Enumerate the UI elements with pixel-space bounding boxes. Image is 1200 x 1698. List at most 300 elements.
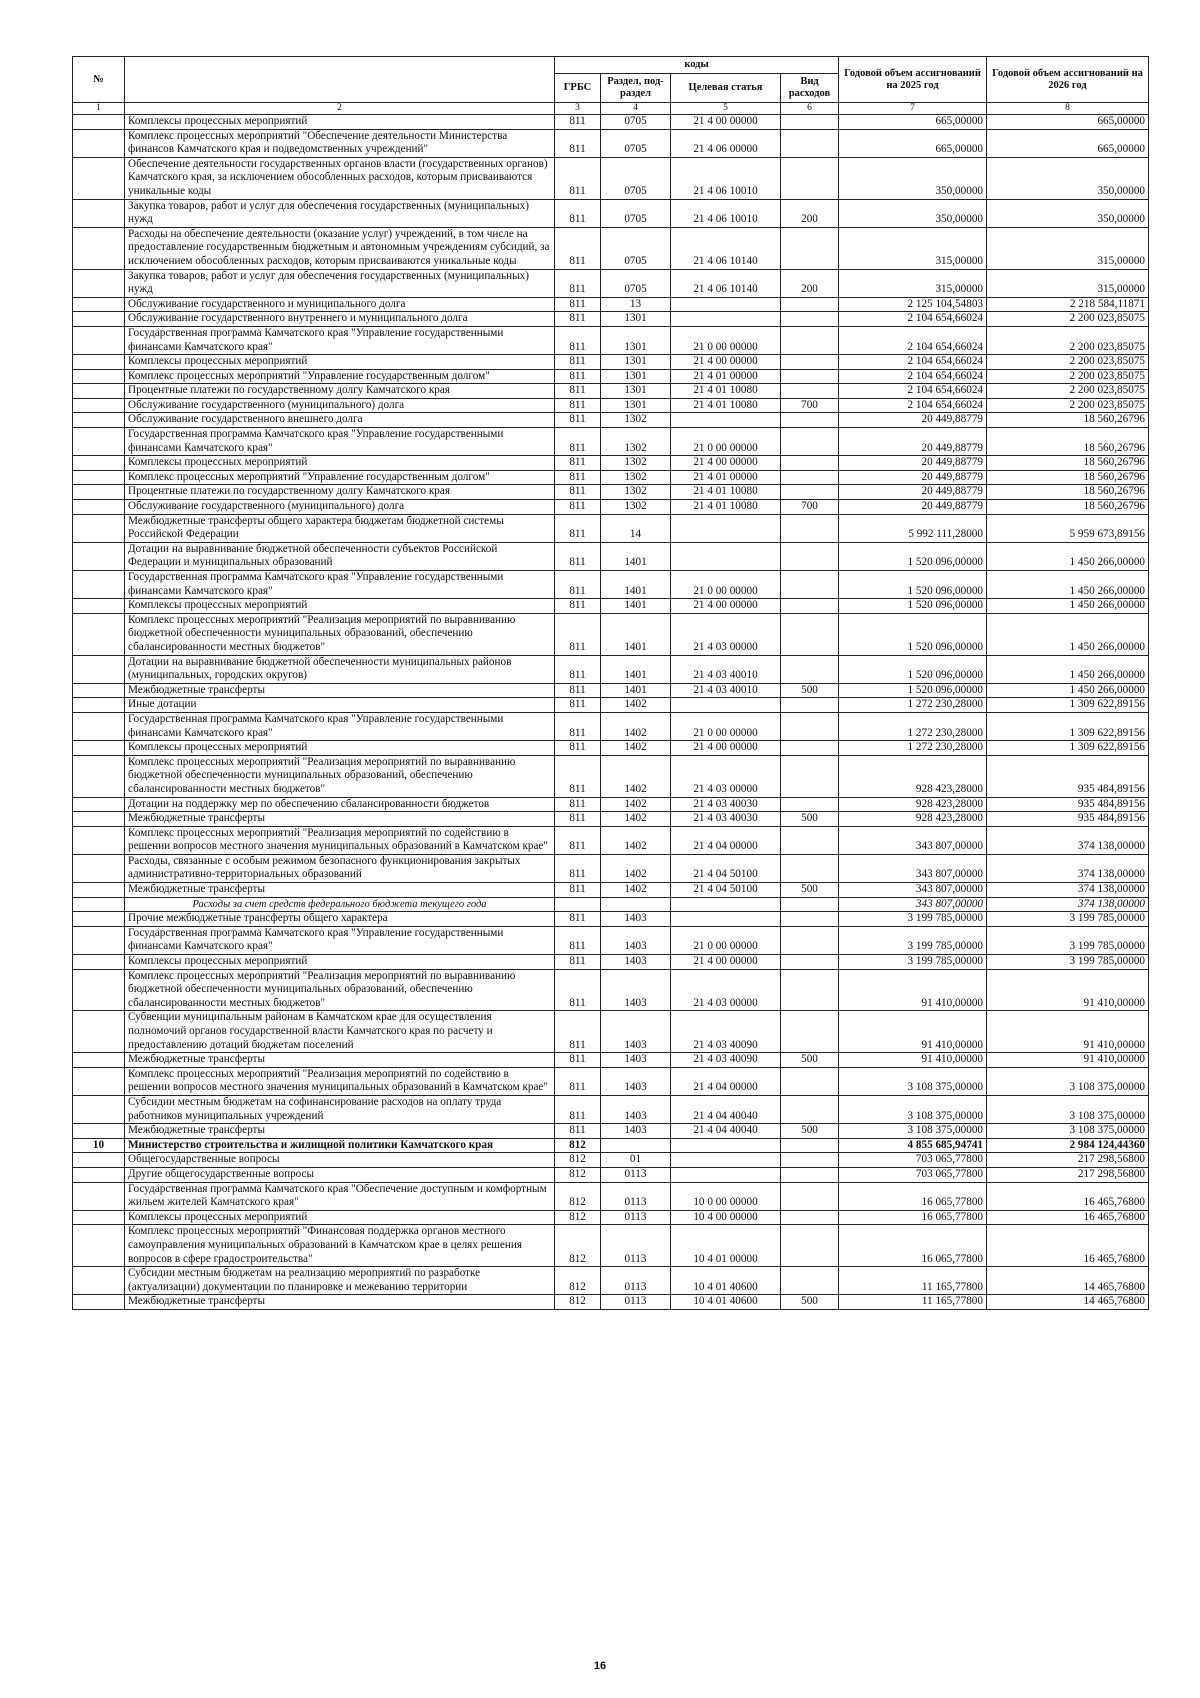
table-row — [73, 1167, 1149, 1182]
row-number-cell — [73, 227, 125, 269]
row-grbs-cell: 812 — [555, 1210, 601, 1225]
row-amount-2025-cell: 91 410,00000 — [839, 969, 987, 1011]
row-target-cell: 21 4 00 00000 — [671, 456, 781, 471]
row-name-cell: Государственная программа Камчатского края "Управление государственными финансами Камчатского края" — [125, 571, 555, 599]
row-amount-2025-cell: 20 449,88779 — [839, 500, 987, 515]
row-expense-type-cell: 200 — [781, 199, 839, 227]
row-amount-2026-cell: 665,00000 — [987, 129, 1149, 157]
row-razdel-cell: 0113 — [601, 1225, 671, 1267]
row-amount-2026-cell: 3 108 375,00000 — [987, 1067, 1149, 1095]
row-number-cell — [73, 355, 125, 370]
row-grbs-cell: 811 — [555, 571, 601, 599]
row-razdel-cell: 1402 — [601, 826, 671, 854]
row-amount-2025-cell: 2 104 654,66024 — [839, 369, 987, 384]
row-razdel-cell: 1401 — [601, 542, 671, 570]
row-target-cell: 10 4 01 40600 — [671, 1267, 781, 1295]
row-amount-2026-cell: 1 450 266,00000 — [987, 655, 1149, 683]
row-grbs-cell: 811 — [555, 297, 601, 312]
row-expense-type-cell — [781, 227, 839, 269]
colnum: 3 — [555, 103, 601, 115]
row-name-cell: Государственная программа Камчатского края "Управление государственными финансами Камчатского края" — [125, 428, 555, 456]
row-amount-2026-cell: 2 200 023,85075 — [987, 355, 1149, 370]
row-expense-type-cell — [781, 797, 839, 812]
row-number-cell — [73, 826, 125, 854]
row-number-cell — [73, 428, 125, 456]
row-number-cell — [73, 1067, 125, 1095]
row-name-cell: Межбюджетные трансферты — [125, 883, 555, 898]
row-amount-2025-cell: 928 423,28000 — [839, 797, 987, 812]
row-grbs-cell: 811 — [555, 470, 601, 485]
table-row — [73, 571, 1149, 599]
row-razdel-cell: 1403 — [601, 1011, 671, 1053]
row-expense-type-cell — [781, 115, 839, 130]
row-amount-2026-cell: 91 410,00000 — [987, 969, 1149, 1011]
row-grbs-cell: 811 — [555, 398, 601, 413]
row-expense-type-cell — [781, 129, 839, 157]
table-body — [73, 115, 1149, 1310]
table-row — [73, 912, 1149, 927]
row-amount-2026-cell: 2 200 023,85075 — [987, 398, 1149, 413]
row-number-cell — [73, 955, 125, 970]
row-target-cell: 21 4 00 00000 — [671, 955, 781, 970]
row-expense-type-cell — [781, 470, 839, 485]
row-amount-2025-cell: 1 520 096,00000 — [839, 683, 987, 698]
header-vid: Вид расходов — [781, 74, 839, 103]
row-amount-2025-cell: 4 855 685,94741 — [839, 1138, 987, 1153]
row-name-cell: Обслуживание государственного (муниципального) долга — [125, 398, 555, 413]
row-razdel-cell: 1402 — [601, 698, 671, 713]
row-target-cell — [671, 542, 781, 570]
row-amount-2025-cell: 1 272 230,28000 — [839, 712, 987, 740]
header-razdel: Раздел, под-раздел — [601, 74, 671, 103]
row-target-cell: 21 0 00 00000 — [671, 428, 781, 456]
row-amount-2026-cell: 3 199 785,00000 — [987, 955, 1149, 970]
table-row — [73, 969, 1149, 1011]
table-row — [73, 698, 1149, 713]
row-expense-type-cell — [781, 355, 839, 370]
row-grbs-cell: 811 — [555, 613, 601, 655]
header-tsel: Целевая статья — [671, 74, 781, 103]
row-amount-2026-cell: 18 560,26796 — [987, 413, 1149, 428]
table-row — [73, 1095, 1149, 1123]
row-amount-2026-cell: 217 298,56800 — [987, 1167, 1149, 1182]
row-expense-type-cell — [781, 613, 839, 655]
row-target-cell: 21 4 00 00000 — [671, 599, 781, 614]
row-target-cell: 21 4 01 10080 — [671, 485, 781, 500]
row-number-cell — [73, 883, 125, 898]
row-target-cell: 21 0 00 00000 — [671, 926, 781, 954]
row-amount-2025-cell: 1 272 230,28000 — [839, 698, 987, 713]
row-amount-2025-cell: 343 807,00000 — [839, 826, 987, 854]
row-expense-type-cell — [781, 969, 839, 1011]
row-name-cell: Комплекс процессных мероприятий "Реализация мероприятий по содействию в решении вопросов местного значения муниципальных образований в Камчатском крае" — [125, 1067, 555, 1095]
table-row — [73, 355, 1149, 370]
table-row — [73, 485, 1149, 500]
row-expense-type-cell — [781, 571, 839, 599]
table-row — [73, 1124, 1149, 1139]
row-razdel-cell: 0113 — [601, 1295, 671, 1310]
row-target-cell — [671, 1167, 781, 1182]
row-razdel-cell: 1302 — [601, 413, 671, 428]
row-razdel-cell: 0705 — [601, 115, 671, 130]
row-amount-2025-cell: 343 807,00000 — [839, 897, 987, 912]
table-row — [73, 297, 1149, 312]
row-name-cell: Комплексы процессных мероприятий — [125, 115, 555, 130]
row-number-cell — [73, 1182, 125, 1210]
row-grbs-cell: 811 — [555, 683, 601, 698]
row-target-cell: 21 4 01 10080 — [671, 384, 781, 399]
row-amount-2025-cell: 3 108 375,00000 — [839, 1124, 987, 1139]
row-amount-2026-cell: 935 484,89156 — [987, 755, 1149, 797]
row-amount-2025-cell: 1 520 096,00000 — [839, 613, 987, 655]
row-grbs-cell: 811 — [555, 514, 601, 542]
row-grbs-cell: 811 — [555, 355, 601, 370]
row-razdel-cell: 1301 — [601, 326, 671, 354]
table-row — [73, 1182, 1149, 1210]
row-razdel-cell: 1403 — [601, 912, 671, 927]
row-expense-type-cell — [781, 897, 839, 912]
row-expense-type-cell: 500 — [781, 1124, 839, 1139]
row-target-cell: 21 4 03 00000 — [671, 755, 781, 797]
row-amount-2025-cell: 11 165,77800 — [839, 1267, 987, 1295]
row-expense-type-cell — [781, 428, 839, 456]
row-target-cell — [671, 1153, 781, 1168]
row-razdel-cell: 0705 — [601, 157, 671, 199]
row-target-cell — [671, 1138, 781, 1153]
row-target-cell — [671, 912, 781, 927]
row-amount-2026-cell: 935 484,89156 — [987, 797, 1149, 812]
colnum: 4 — [601, 103, 671, 115]
row-number-cell — [73, 854, 125, 882]
row-amount-2025-cell: 315,00000 — [839, 269, 987, 297]
row-expense-type-cell — [781, 542, 839, 570]
row-razdel-cell: 14 — [601, 514, 671, 542]
row-name-cell: Процентные платежи по государственному долгу Камчатского края — [125, 485, 555, 500]
row-name-cell: Межбюджетные трансферты — [125, 1053, 555, 1068]
row-name-cell: Расходы за счет средств федерального бюджета текущего года — [125, 897, 555, 912]
row-target-cell — [671, 312, 781, 327]
row-name-cell: Другие общегосударственные вопросы — [125, 1167, 555, 1182]
row-number-cell — [73, 741, 125, 756]
table-row — [73, 227, 1149, 269]
row-amount-2025-cell: 2 104 654,66024 — [839, 384, 987, 399]
row-name-cell: Комплекс процессных мероприятий "Реализация мероприятий по выравниванию бюджетной обеспеченности муниципальных образований, обеспечению сбалансированности местных бюджетов" — [125, 969, 555, 1011]
row-razdel-cell: 0113 — [601, 1267, 671, 1295]
row-grbs-cell: 811 — [555, 655, 601, 683]
row-name-cell: Иные дотации — [125, 698, 555, 713]
row-expense-type-cell — [781, 514, 839, 542]
row-amount-2026-cell: 350,00000 — [987, 157, 1149, 199]
row-amount-2026-cell: 2 200 023,85075 — [987, 326, 1149, 354]
budget-sheet — [72, 56, 1148, 1310]
row-name-cell: Дотации на выравнивание бюджетной обеспеченности муниципальных районов (муниципальных, городских округов) — [125, 655, 555, 683]
row-grbs-cell: 811 — [555, 955, 601, 970]
row-razdel-cell: 1301 — [601, 369, 671, 384]
row-razdel-cell: 1401 — [601, 571, 671, 599]
row-grbs-cell: 811 — [555, 269, 601, 297]
row-grbs-cell: 812 — [555, 1138, 601, 1153]
row-number-cell — [73, 1153, 125, 1168]
row-grbs-cell: 811 — [555, 854, 601, 882]
row-razdel-cell: 0113 — [601, 1182, 671, 1210]
table-row — [73, 741, 1149, 756]
row-amount-2026-cell: 1 309 622,89156 — [987, 741, 1149, 756]
row-target-cell: 21 4 00 00000 — [671, 355, 781, 370]
row-name-cell: Расходы, связанные с особым режимом безопасного функционирования закрытых административно-территориальных образований — [125, 854, 555, 882]
row-grbs-cell: 811 — [555, 826, 601, 854]
row-target-cell — [671, 413, 781, 428]
row-grbs-cell: 812 — [555, 1167, 601, 1182]
row-grbs-cell: 811 — [555, 500, 601, 515]
row-amount-2026-cell: 374 138,00000 — [987, 897, 1149, 912]
row-amount-2025-cell: 16 065,77800 — [839, 1182, 987, 1210]
row-name-cell: Обслуживание государственного внутреннего и муниципального долга — [125, 312, 555, 327]
budget-table — [72, 56, 1149, 1310]
row-razdel-cell: 1403 — [601, 1067, 671, 1095]
table-row — [73, 826, 1149, 854]
row-razdel-cell: 1402 — [601, 812, 671, 827]
row-razdel-cell: 1302 — [601, 428, 671, 456]
row-razdel-cell: 1302 — [601, 485, 671, 500]
row-number-cell — [73, 398, 125, 413]
row-expense-type-cell — [781, 912, 839, 927]
row-amount-2025-cell: 928 423,28000 — [839, 812, 987, 827]
row-name-cell: Обслуживание государственного внешнего долга — [125, 413, 555, 428]
row-grbs-cell: 812 — [555, 1225, 601, 1267]
row-target-cell: 21 4 06 00000 — [671, 129, 781, 157]
row-grbs-cell: 811 — [555, 199, 601, 227]
row-number-cell — [73, 413, 125, 428]
table-row — [73, 542, 1149, 570]
row-name-cell: Дотации на поддержку мер по обеспечению сбалансированности бюджетов — [125, 797, 555, 812]
row-name-cell: Процентные платежи по государственному долгу Камчатского края — [125, 384, 555, 399]
table-row — [73, 755, 1149, 797]
colnum: 5 — [671, 103, 781, 115]
row-razdel-cell: 1403 — [601, 1124, 671, 1139]
row-number-cell — [73, 1167, 125, 1182]
row-razdel-cell: 0705 — [601, 129, 671, 157]
row-target-cell: 21 4 04 00000 — [671, 1067, 781, 1095]
row-grbs-cell: 811 — [555, 157, 601, 199]
row-amount-2025-cell: 343 807,00000 — [839, 854, 987, 882]
row-target-cell: 21 4 03 40010 — [671, 655, 781, 683]
row-amount-2026-cell: 1 450 266,00000 — [987, 683, 1149, 698]
row-amount-2025-cell: 16 065,77800 — [839, 1225, 987, 1267]
row-number-cell — [73, 369, 125, 384]
row-name-cell: Комплекс процессных мероприятий "Управление государственным долгом" — [125, 470, 555, 485]
row-amount-2026-cell: 5 959 673,89156 — [987, 514, 1149, 542]
row-target-cell: 10 0 00 00000 — [671, 1182, 781, 1210]
row-name-cell: Комплексы процессных мероприятий — [125, 456, 555, 471]
row-number-cell: 10 — [73, 1138, 125, 1153]
row-amount-2025-cell: 16 065,77800 — [839, 1210, 987, 1225]
row-amount-2025-cell: 2 104 654,66024 — [839, 398, 987, 413]
row-expense-type-cell — [781, 655, 839, 683]
row-grbs-cell: 811 — [555, 1124, 601, 1139]
row-number-cell — [73, 1124, 125, 1139]
row-target-cell: 21 0 00 00000 — [671, 571, 781, 599]
row-expense-type-cell — [781, 1011, 839, 1053]
row-amount-2026-cell: 374 138,00000 — [987, 854, 1149, 882]
table-row — [73, 384, 1149, 399]
row-razdel-cell: 1401 — [601, 613, 671, 655]
row-target-cell: 21 4 00 00000 — [671, 115, 781, 130]
row-name-cell: Комплексы процессных мероприятий — [125, 955, 555, 970]
row-grbs-cell: 812 — [555, 1153, 601, 1168]
row-amount-2026-cell: 14 465,76800 — [987, 1267, 1149, 1295]
row-expense-type-cell — [781, 312, 839, 327]
colnum: 1 — [73, 103, 125, 115]
row-number-cell — [73, 199, 125, 227]
row-expense-type-cell: 500 — [781, 883, 839, 898]
row-amount-2025-cell: 2 104 654,66024 — [839, 326, 987, 354]
table-row — [73, 655, 1149, 683]
row-grbs-cell: 811 — [555, 413, 601, 428]
row-expense-type-cell — [781, 1067, 839, 1095]
row-name-cell: Государственная программа Камчатского края "Обеспечение доступным и комфортным жильем жителей Камчатского края" — [125, 1182, 555, 1210]
row-expense-type-cell — [781, 157, 839, 199]
row-expense-type-cell — [781, 297, 839, 312]
row-number-cell — [73, 312, 125, 327]
row-grbs-cell: 811 — [555, 1053, 601, 1068]
table-row — [73, 369, 1149, 384]
row-grbs-cell: 811 — [555, 1011, 601, 1053]
row-grbs-cell: 811 — [555, 227, 601, 269]
table-row — [73, 955, 1149, 970]
row-target-cell: 21 4 03 40010 — [671, 683, 781, 698]
row-amount-2025-cell: 703 065,77800 — [839, 1153, 987, 1168]
row-target-cell — [671, 514, 781, 542]
row-amount-2026-cell: 1 309 622,89156 — [987, 712, 1149, 740]
row-expense-type-cell — [781, 1210, 839, 1225]
row-number-cell — [73, 1053, 125, 1068]
row-amount-2026-cell: 315,00000 — [987, 227, 1149, 269]
row-number-cell — [73, 698, 125, 713]
row-number-cell — [73, 500, 125, 515]
row-amount-2026-cell: 374 138,00000 — [987, 883, 1149, 898]
row-name-cell: Министерство строительства и жилищной политики Камчатского края — [125, 1138, 555, 1153]
row-razdel-cell: 0705 — [601, 199, 671, 227]
row-expense-type-cell — [781, 1267, 839, 1295]
row-target-cell: 21 4 01 10080 — [671, 500, 781, 515]
row-amount-2025-cell: 2 125 104,54803 — [839, 297, 987, 312]
row-grbs-cell: 812 — [555, 1182, 601, 1210]
row-number-cell — [73, 1267, 125, 1295]
table-row — [73, 1138, 1149, 1153]
row-name-cell: Расходы на обеспечение деятельности (оказание услуг) учреждений, в том числе на предоставление государственным бюджетным и автономным учреждениям субсидий, за исключением обособленных расходов, которым присваиваются уникальные коды — [125, 227, 555, 269]
table-row — [73, 1053, 1149, 1068]
row-amount-2026-cell: 18 560,26796 — [987, 485, 1149, 500]
table-row — [73, 398, 1149, 413]
table-row — [73, 1225, 1149, 1267]
row-amount-2025-cell: 1 272 230,28000 — [839, 741, 987, 756]
row-amount-2026-cell: 1 309 622,89156 — [987, 698, 1149, 713]
row-amount-2026-cell: 2 200 023,85075 — [987, 369, 1149, 384]
row-amount-2026-cell: 1 450 266,00000 — [987, 542, 1149, 570]
row-razdel-cell: 1401 — [601, 655, 671, 683]
colnum: 6 — [781, 103, 839, 115]
row-amount-2026-cell: 2 200 023,85075 — [987, 312, 1149, 327]
row-razdel-cell: 0113 — [601, 1167, 671, 1182]
row-amount-2025-cell: 350,00000 — [839, 157, 987, 199]
row-razdel-cell: 1302 — [601, 500, 671, 515]
row-amount-2025-cell: 2 104 654,66024 — [839, 355, 987, 370]
table-row — [73, 428, 1149, 456]
row-grbs-cell: 811 — [555, 1095, 601, 1123]
row-amount-2025-cell: 1 520 096,00000 — [839, 542, 987, 570]
table-row — [73, 883, 1149, 898]
row-razdel-cell: 1301 — [601, 312, 671, 327]
row-expense-type-cell — [781, 926, 839, 954]
row-target-cell: 21 4 01 10080 — [671, 398, 781, 413]
row-number-cell — [73, 897, 125, 912]
row-number-cell — [73, 1295, 125, 1310]
table-row — [73, 312, 1149, 327]
row-number-cell — [73, 926, 125, 954]
colnum: 2 — [125, 103, 555, 115]
row-razdel-cell: 13 — [601, 297, 671, 312]
row-expense-type-cell — [781, 456, 839, 471]
row-razdel-cell: 1301 — [601, 355, 671, 370]
table-row — [73, 269, 1149, 297]
row-expense-type-cell — [781, 1095, 839, 1123]
header-number: № — [73, 57, 125, 103]
row-amount-2026-cell: 1 450 266,00000 — [987, 571, 1149, 599]
row-amount-2025-cell: 3 199 785,00000 — [839, 926, 987, 954]
row-name-cell: Обеспечение деятельности государственных органов власти (государственных органов) Камчатского края, за исключением обособленных расходов, которым присваиваются уникальные коды — [125, 157, 555, 199]
row-target-cell: 21 4 04 40040 — [671, 1095, 781, 1123]
row-amount-2025-cell: 1 520 096,00000 — [839, 655, 987, 683]
row-number-cell — [73, 269, 125, 297]
row-name-cell: Комплекс процессных мероприятий "Обеспечение деятельности Министерства финансов Камчатского края и подведомственных учреждений" — [125, 129, 555, 157]
row-number-cell — [73, 812, 125, 827]
row-number-cell — [73, 969, 125, 1011]
table-row — [73, 712, 1149, 740]
row-grbs-cell: 811 — [555, 1067, 601, 1095]
row-amount-2026-cell: 374 138,00000 — [987, 826, 1149, 854]
row-amount-2026-cell: 1 450 266,00000 — [987, 613, 1149, 655]
row-expense-type-cell: 700 — [781, 500, 839, 515]
row-name-cell: Государственная программа Камчатского края "Управление государственными финансами Камчатского края" — [125, 712, 555, 740]
row-number-cell — [73, 1225, 125, 1267]
row-expense-type-cell: 700 — [781, 398, 839, 413]
page-number: 16 — [593, 1660, 607, 1672]
row-name-cell: Закупка товаров, работ и услуг для обеспечения государственных (муниципальных) нужд — [125, 199, 555, 227]
row-name-cell: Дотации на выравнивание бюджетной обеспеченности субъектов Российской Федерации и муниципальных образований — [125, 542, 555, 570]
row-amount-2026-cell: 665,00000 — [987, 115, 1149, 130]
row-grbs-cell: 811 — [555, 384, 601, 399]
row-amount-2025-cell: 343 807,00000 — [839, 883, 987, 898]
row-grbs-cell: 811 — [555, 129, 601, 157]
row-expense-type-cell: 500 — [781, 1053, 839, 1068]
row-name-cell: Межбюджетные трансферты — [125, 1295, 555, 1310]
row-target-cell: 21 4 03 40030 — [671, 812, 781, 827]
row-razdel-cell: 1302 — [601, 456, 671, 471]
row-amount-2026-cell: 3 108 375,00000 — [987, 1124, 1149, 1139]
row-number-cell — [73, 470, 125, 485]
row-number-cell — [73, 1210, 125, 1225]
row-number-cell — [73, 514, 125, 542]
row-name-cell: Комплексы процессных мероприятий — [125, 1210, 555, 1225]
header-row-top — [73, 57, 1149, 74]
row-name-cell: Субсидии местным бюджетам на софинансирование расходов на оплату труда работников муниципальных учреждений — [125, 1095, 555, 1123]
row-amount-2026-cell: 18 560,26796 — [987, 470, 1149, 485]
table-row — [73, 613, 1149, 655]
table-row — [73, 854, 1149, 882]
row-name-cell: Обслуживание государственного (муниципального) долга — [125, 500, 555, 515]
row-name-cell: Субвенции муниципальным районам в Камчатском крае для осуществления полномочий органов государственной власти Камчатского края по расчету и предоставлению дотаций бюджетам поселений — [125, 1011, 555, 1053]
row-grbs-cell: 811 — [555, 326, 601, 354]
